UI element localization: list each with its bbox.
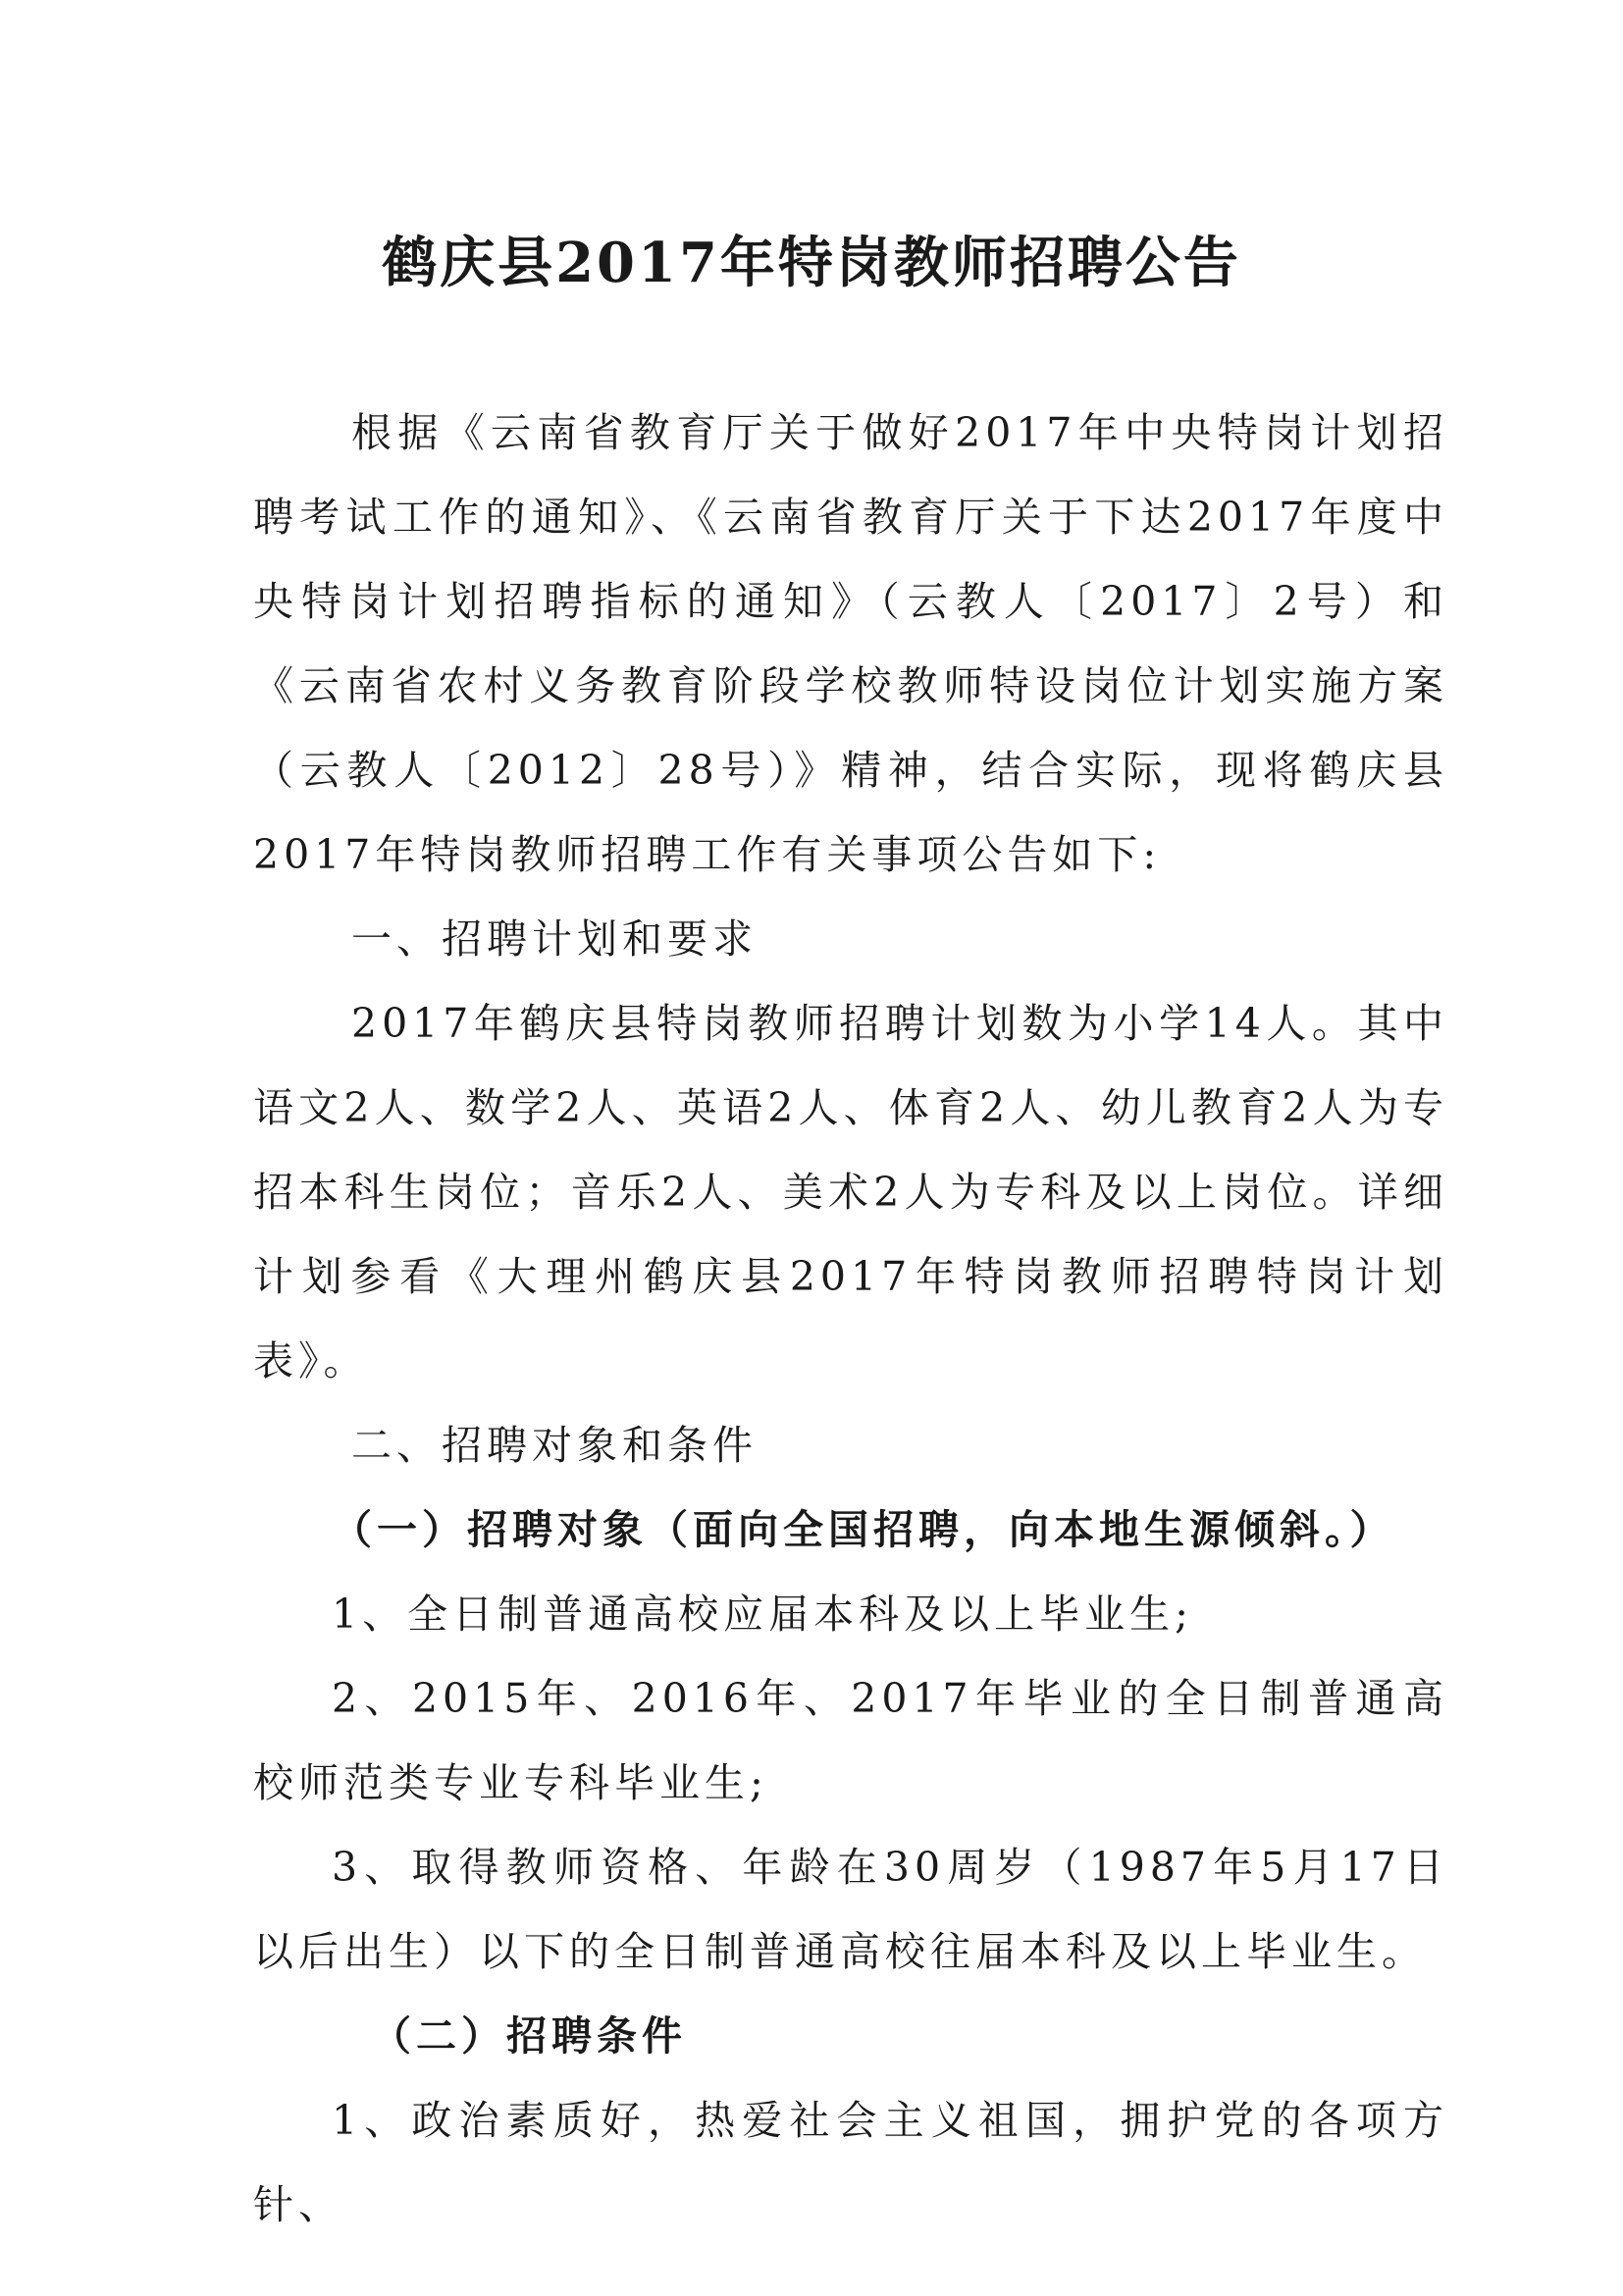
subsection-1-heading: （一）招聘对象（面向全国招聘，向本地生源倾斜。）	[332, 1506, 1395, 1553]
section-1-paragraph: 2017年鹤庆县特岗教师招聘计划数为小学14人。其中语文2人、数学2人、英语2人、体育2人、幼儿教育2人为专招本科生岗位；音乐2人、美术2人为专科及以上岗位。详细计划参看《大理州鹤庆县2017年特岗教师招聘特岗计划表》。	[253, 1000, 1448, 1384]
list-item: 3、取得教师资格、年龄在30周岁（1987年5月17日以后出生）以下的全日制普通高校往届本科及以上毕业生。	[253, 1844, 1448, 1975]
list-item: 2、2015年、2016年、2017年毕业的全日制普通高校师范类专业专科毕业生;	[253, 1675, 1448, 1806]
section-1-heading: 一、招聘计划和要求	[351, 915, 758, 963]
document-body	[253, 391, 1448, 2247]
document-title: 鹤庆县2017年特岗教师招聘公告	[382, 231, 1241, 295]
subsection-2-heading: （二）招聘条件	[371, 2012, 687, 2060]
list-item: 1、政治素质好，热爱社会主义祖国，拥护党的各项方针、	[253, 2097, 1448, 2228]
section-2-heading: 二、招聘对象和条件	[351, 1422, 758, 1469]
list-item: 1、全日制普通高校应届本科及以上毕业生;	[332, 1591, 1193, 1638]
intro-paragraph: 根据《云南省教育厅关于做好2017年中央特岗计划招聘考试工作的通知》、《云南省教育厅关于下达2017年度中央特岗计划招聘指标的通知》（云教人〔2017〕2号）和《云南省农村义务教育阶段学校教师特设岗位计划实施方案（云教人〔2012〕28号）》精神，结合实际，现将鹤庆县2017年特岗教师招聘工作有关事项公告如下:	[253, 409, 1448, 878]
